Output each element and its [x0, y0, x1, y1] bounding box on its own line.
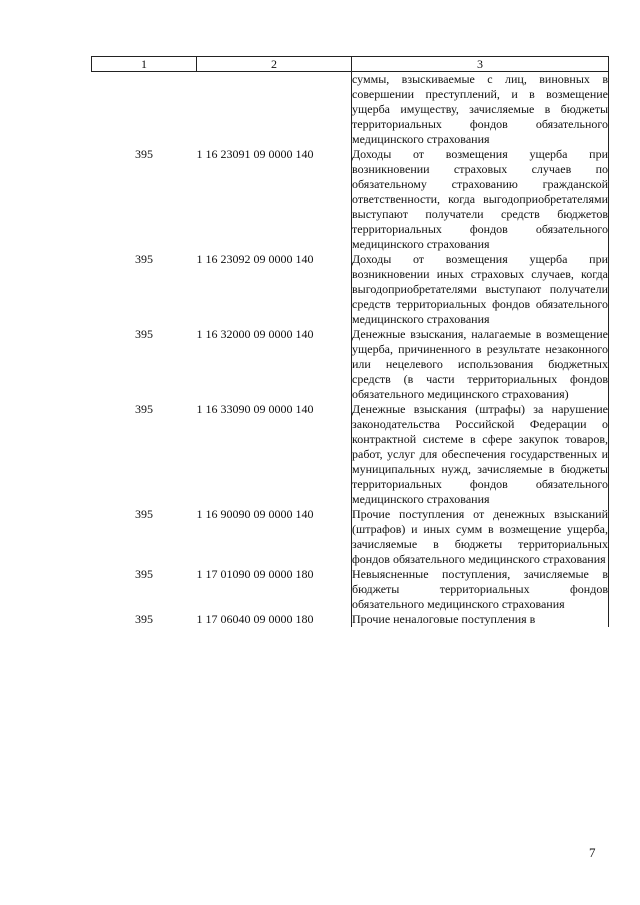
table-row: [92, 567, 609, 612]
revenue-code-cell: 1 16 23091 09 0000 140: [196, 147, 314, 161]
table-body: [92, 72, 609, 628]
column-header-2: 2: [197, 57, 352, 72]
revenue-code-cell: 1 17 06040 09 0000 180: [196, 612, 314, 626]
table-header-row: [92, 57, 609, 72]
revenue-code-cell: 1 16 90090 09 0000 140: [196, 507, 314, 521]
column-header-1: 1: [92, 57, 197, 72]
admin-code-cell: 395: [135, 507, 153, 521]
description-cell: Доходы от возмещения ущерба при возникновении иных страховых случаев, когда выгодоприобретателями выступают получатели средств территориальных фондов обязательного медицинского страхования: [352, 252, 608, 326]
admin-code-cell: 395: [135, 567, 153, 581]
admin-code-cell: 395: [135, 147, 153, 161]
table-row: [92, 402, 609, 507]
revenue-code-cell: 1 17 01090 09 0000 180: [196, 567, 314, 581]
column-header-3: 3: [352, 57, 609, 72]
revenue-code-cell: [197, 72, 352, 148]
description-cell: Доходы от возмещения ущерба при возникновении страховых случаев по обязательному страхованию гражданской ответственности, когда выгодоприобретателями выступают получатели средств бюджетов территориальных фондов обязательного медицинского страхования: [352, 147, 608, 251]
revenue-codes-table: [91, 56, 609, 627]
table-header: [92, 57, 609, 72]
revenue-code-cell: 1 16 32000 09 0000 140: [196, 327, 314, 341]
admin-code-cell: 395: [135, 402, 153, 416]
description-cell: Прочие неналоговые поступления в: [352, 612, 609, 627]
admin-code-cell: [92, 72, 197, 148]
page-number: 7: [589, 845, 596, 860]
description-cell: Невыясненные поступления, зачисляемые в бюджеты территориальных фондов обязательного медицинского страхования: [352, 567, 608, 611]
description-cell: Прочие поступления от денежных взысканий (штрафов) и иных сумм в возмещение ущерба, зачисляемые в бюджеты территориальных фондов обязательного медицинского страхования: [352, 507, 608, 566]
table-row: [92, 72, 609, 148]
admin-code-cell: 395: [135, 612, 153, 626]
description-cell: суммы, взыскиваемые с лиц, виновных в совершении преступлений, и в возмещение ущерба имуществу, зачисляемые в бюджеты территориальных фондов обязательного медицинского страхования: [352, 72, 608, 146]
description-cell: Денежные взыскания (штрафы) за нарушение законодательства Российской Федерации о контрактной системе в сфере закупок товаров, работ, услуг для обеспечения государственных и муниципальных нужд, зачисляемые в бюджеты территориальных фондов обязательного медицинского страхования: [352, 402, 608, 506]
revenue-code-cell: 1 16 23092 09 0000 140: [196, 252, 314, 266]
revenue-code-cell: 1 16 33090 09 0000 140: [196, 402, 314, 416]
admin-code-cell: 395: [135, 252, 153, 266]
admin-code-cell: 395: [135, 327, 153, 341]
table-row: [92, 147, 609, 252]
table-row: [92, 612, 609, 627]
description-cell: Денежные взыскания, налагаемые в возмещение ущерба, причиненного в результате незаконного или нецелевого использования бюджетных средств (в части территориальных фондов обязательного медицинского страхования): [352, 327, 608, 401]
table-row: [92, 507, 609, 567]
table-row: [92, 327, 609, 402]
table-row: [92, 252, 609, 327]
